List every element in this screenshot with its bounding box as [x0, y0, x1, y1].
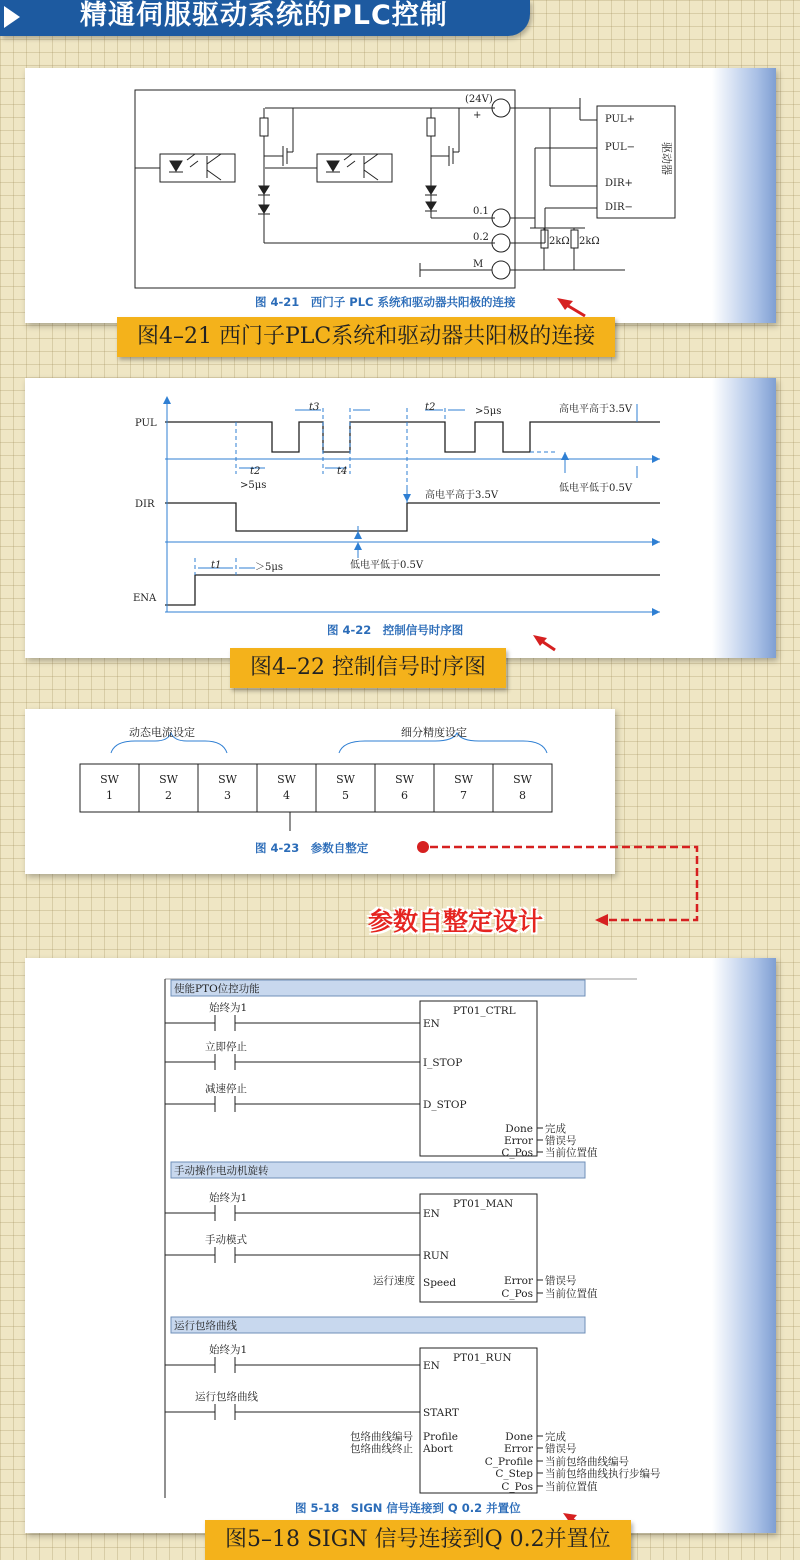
out-label-error: 错误号	[545, 1443, 577, 1455]
pin-done: Done	[505, 1123, 533, 1135]
pin-error: Error	[503, 1443, 533, 1455]
pin-start: START	[423, 1407, 459, 1419]
pin-error: Error	[503, 1275, 533, 1287]
figure-4-21-panel	[25, 68, 776, 323]
pin-done: Done	[505, 1431, 533, 1443]
page-title: 精通伺服驱动系统的PLC控制	[80, 0, 448, 31]
annot-t2b: t2	[425, 402, 436, 413]
callout-title: 参数自整定设计	[368, 907, 544, 936]
pin-en: EN	[423, 1018, 440, 1030]
in-label-profile: 包络曲线编号	[350, 1431, 413, 1443]
group-label-current: 动态电流设定	[129, 726, 195, 739]
annot-gt5c: ＞5μs	[255, 562, 283, 573]
figure-4-22-caption: 图 4-22 控制信号时序图	[327, 623, 464, 637]
pin-abort: Abort	[423, 1443, 453, 1455]
dip-switch-label: SW	[100, 773, 119, 786]
annot-t4: t4	[337, 466, 348, 477]
out-label-error: 错误号	[545, 1135, 577, 1147]
in-label-speed: 运行速度	[373, 1275, 415, 1287]
annot-gt5b: >5μs	[240, 480, 267, 491]
label-pul-plus: PUL+	[605, 114, 635, 125]
signal-label-pul: PUL	[135, 418, 157, 429]
dip-switch-number: 6	[401, 789, 408, 802]
figure-5-18-panel	[25, 958, 776, 1533]
ladder-diagram	[25, 958, 776, 1533]
dip-switch-number: 8	[519, 789, 526, 802]
annot-low2: 低电平低于0.5V	[350, 560, 424, 571]
dip-switch-number: 2	[165, 789, 172, 802]
pin-run: RUN	[423, 1250, 449, 1262]
annot-low1: 低电平低于0.5V	[559, 483, 633, 494]
block-3-name: PT01_RUN	[453, 1352, 512, 1364]
dip-switch-label: SW	[395, 773, 414, 786]
annot-t1: t1	[211, 560, 222, 571]
out-label-cpos: 当前位置值	[545, 1288, 598, 1300]
label-r1: 2kΩ	[549, 236, 570, 247]
timing-diagram	[25, 378, 776, 658]
dip-switch-box	[139, 764, 198, 812]
dip-switch-box	[316, 764, 375, 812]
pin-c-profile: C_Profile	[484, 1456, 533, 1468]
pin-c-step: C_Step	[495, 1468, 533, 1480]
pin-en: EN	[423, 1208, 440, 1220]
network-3-title: 运行包络曲线	[174, 1320, 237, 1332]
figure-4-22-label: 图4–22 控制信号时序图	[230, 648, 506, 688]
contact-run-profile: 运行包络曲线	[195, 1391, 258, 1403]
dip-switch-number: 3	[224, 789, 231, 802]
label-dir-plus: DIR+	[605, 178, 633, 189]
network-2-title: 手动操作电动机旋转	[174, 1165, 269, 1177]
annot-t2a: t2	[250, 466, 261, 477]
out-label-cprofile: 当前包络曲线编号	[545, 1456, 629, 1468]
pin-profile: Profile	[423, 1431, 458, 1443]
contact-always-on: 始终为1	[209, 1344, 248, 1356]
dip-switch-box	[80, 764, 139, 812]
pin-error: Error	[503, 1135, 533, 1147]
label-m: M	[473, 259, 484, 270]
dip-switch-box	[493, 764, 552, 812]
dip-switch-label: SW	[336, 773, 355, 786]
dip-switch-number: 1	[106, 789, 113, 802]
label-driver: 驱动器	[660, 142, 673, 175]
out-label-cpos: 当前位置值	[545, 1481, 598, 1493]
in-label-abort: 包络曲线终止	[350, 1443, 413, 1455]
out-label-error: 错误号	[545, 1275, 577, 1287]
label-r2: 2kΩ	[579, 236, 600, 247]
dip-switch-box	[198, 764, 257, 812]
label-q01: 0.1	[473, 206, 489, 217]
dip-switch-label: SW	[218, 773, 237, 786]
dip-switch-label: SW	[513, 773, 532, 786]
dip-switch-box	[375, 764, 434, 812]
figure-5-18-caption: 图 5-18 SIGN 信号连接到 Q 0.2 并置位	[295, 1501, 521, 1515]
out-label-done: 完成	[545, 1123, 566, 1135]
play-arrow-icon	[4, 6, 20, 28]
signal-label-dir: DIR	[135, 499, 155, 510]
dip-switch-label: SW	[159, 773, 178, 786]
pin-i-stop: I_STOP	[423, 1057, 463, 1069]
figure-4-23-caption: 图 4-23 参数自整定	[255, 841, 369, 855]
dip-switch-box	[434, 764, 493, 812]
out-label-cstep: 当前包络曲线执行步编号	[545, 1468, 661, 1480]
annot-high1: 高电平高于3.5V	[559, 404, 633, 415]
pin-c-pos: C_Pos	[501, 1481, 533, 1493]
contact-manual-mode: 手动模式	[205, 1234, 247, 1246]
pin-speed: Speed	[423, 1277, 457, 1289]
out-label-done: 完成	[545, 1431, 566, 1443]
label-dir-minus: DIR−	[605, 202, 633, 213]
pin-d-stop: D_STOP	[423, 1099, 467, 1111]
signal-label-ena: ENA	[133, 593, 157, 604]
label-plus: +	[473, 110, 482, 121]
out-label-cpos: 当前位置值	[545, 1147, 598, 1159]
contact-decel-stop: 减速停止	[205, 1083, 247, 1095]
network-1-title: 使能PTO位控功能	[174, 983, 260, 995]
annot-high2: 高电平高于3.5V	[425, 490, 499, 501]
contact-always-on: 始终为1	[209, 1192, 248, 1204]
pin-en: EN	[423, 1360, 440, 1372]
dip-switch-box	[257, 764, 316, 812]
block-1-name: PT01_CTRL	[453, 1005, 516, 1017]
label-24v: (24V)	[465, 94, 493, 105]
block-2-name: PT01_MAN	[453, 1198, 514, 1210]
dip-switch-number: 4	[283, 789, 290, 802]
dip-switch-label: SW	[454, 773, 473, 786]
dip-switch-number: 5	[342, 789, 349, 802]
annot-t3: t3	[309, 402, 320, 413]
annot-gt5a: >5μs	[475, 406, 502, 417]
contact-immediate-stop: 立即停止	[205, 1041, 247, 1053]
dip-switch-label: SW	[277, 773, 296, 786]
label-q02: 0.2	[473, 232, 489, 243]
contact-always-on: 始终为1	[209, 1002, 248, 1014]
pin-c-pos: C_Pos	[501, 1288, 533, 1300]
figure-4-21-label: 图4–21 西门子PLC系统和驱动器共阳极的连接	[117, 317, 615, 357]
figure-4-22-panel	[25, 378, 776, 658]
group-label-subdivision: 细分精度设定	[401, 726, 467, 739]
figure-4-21-caption: 图 4-21 西门子 PLC 系统和驱动器共阳极的连接	[255, 295, 516, 309]
circuit-diagram	[25, 68, 776, 323]
header-banner	[0, 0, 530, 36]
label-pul-minus: PUL−	[605, 142, 635, 153]
dip-switch-number: 7	[460, 789, 467, 802]
pin-c-pos: C_Pos	[501, 1147, 533, 1159]
figure-5-18-label: 图5–18 SIGN 信号连接到Q 0.2并置位	[205, 1520, 631, 1560]
